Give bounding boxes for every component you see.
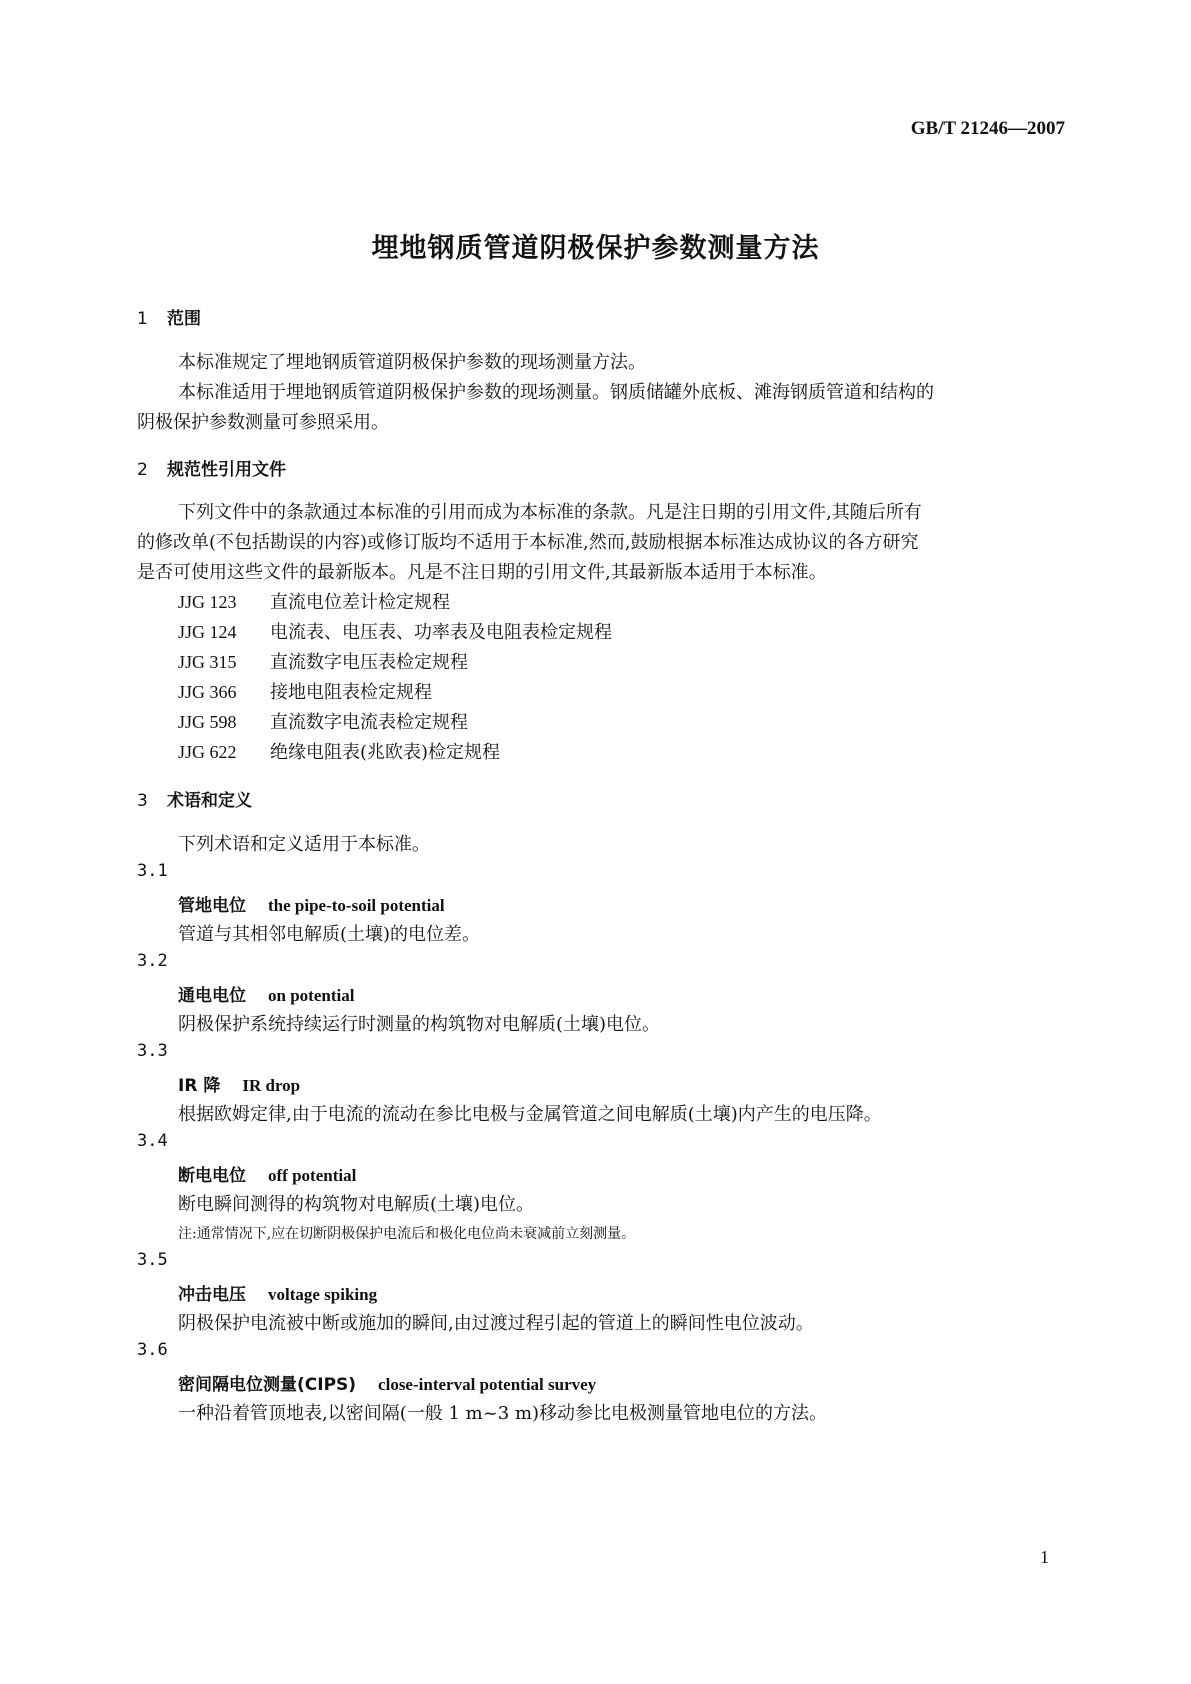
paragraph: 本标准适用于埋地钢质管道阴极保护参数的现场测量。钢质储罐外底板、滩海钢质管道和结构的 — [178, 382, 934, 403]
reference-item — [178, 708, 468, 734]
term-zh: 通电电位 — [178, 986, 246, 1006]
term-en: off potential — [268, 1166, 357, 1185]
reference-code: JJG 366 — [178, 682, 237, 702]
term-zh: 冲击电压 — [178, 1285, 246, 1305]
term-definition: 阴极保护系统持续运行时测量的构筑物对电解质(土壤)电位。 — [178, 1014, 661, 1035]
document-title: 埋地钢质管道阴极保护参数测量方法 — [371, 233, 820, 264]
term-note: 注:通常情况下,应在切断阴极保护电流后和极化电位尚未衰减前立刻测量。 — [178, 1226, 636, 1242]
paragraph: 本标准规定了埋地钢质管道阴极保护参数的现场测量方法。 — [178, 352, 646, 373]
term-en: the pipe-to-soil potential — [268, 896, 445, 915]
section-3-heading — [137, 786, 252, 811]
reference-code: JJG 315 — [178, 652, 237, 672]
clause-number: 3.4 — [137, 1131, 168, 1151]
term-en: voltage spiking — [268, 1285, 378, 1304]
term-heading — [178, 1161, 356, 1186]
section-title: 规范性引用文件 — [167, 460, 286, 480]
paragraph-continuation: 的修改单(不包括勘误的内容)或修订版均不适用于本标准,然而,鼓励根据本标准达成协议的各方研究 — [137, 532, 919, 553]
section-title: 术语和定义 — [167, 791, 252, 811]
term-en: close-interval potential survey — [378, 1375, 597, 1394]
term-heading — [178, 891, 445, 916]
reference-item — [178, 618, 612, 644]
term-definition: 断电瞬间测得的构筑物对电解质(土壤)电位。 — [178, 1194, 535, 1215]
reference-code: JJG 123 — [178, 592, 237, 612]
paragraph: 下列术语和定义适用于本标准。 — [178, 834, 430, 855]
reference-item — [178, 678, 432, 704]
term-zh: 密间隔电位测量(CIPS) — [178, 1375, 357, 1395]
section-2-heading — [137, 455, 286, 480]
section-1-heading — [137, 304, 201, 329]
reference-title: 直流电位差计检定规程 — [270, 592, 450, 613]
term-heading — [178, 1370, 596, 1395]
reference-title: 直流数字电压表检定规程 — [270, 652, 468, 673]
reference-item — [178, 648, 468, 674]
term-definition: 根据欧姆定律,由于电流的流动在参比电极与金属管道之间电解质(土壤)内产生的电压降。 — [178, 1104, 882, 1125]
term-zh: 管地电位 — [178, 896, 246, 916]
clause-number: 3.1 — [137, 861, 168, 881]
term-zh: IR 降 — [178, 1076, 221, 1096]
clause-number: 3.6 — [137, 1340, 168, 1360]
clause-number: 3.5 — [137, 1250, 168, 1270]
term-en: on potential — [268, 986, 355, 1005]
paragraph: 下列文件中的条款通过本标准的引用而成为本标准的条款。凡是注日期的引用文件,其随后所有 — [178, 502, 922, 523]
section-number: 3 — [137, 791, 148, 811]
page-number: 1 — [1040, 1547, 1049, 1567]
standard-code: GB/T 21246—2007 — [910, 118, 1065, 139]
section-number: 1 — [137, 309, 148, 329]
reference-code: JJG 622 — [178, 742, 237, 762]
reference-title: 绝缘电阻表(兆欧表)检定规程 — [270, 742, 501, 763]
section-title: 范围 — [167, 309, 201, 329]
clause-number: 3.2 — [137, 951, 168, 971]
paragraph-continuation: 是否可使用这些文件的最新版本。凡是不注日期的引用文件,其最新版本适用于本标准。 — [137, 562, 827, 583]
term-heading — [178, 981, 354, 1006]
reference-title: 接地电阻表检定规程 — [270, 682, 432, 703]
term-definition: 一种沿着管顶地表,以密间隔(一般 1 m~3 m)移动参比电极测量管地电位的方法。 — [178, 1403, 828, 1424]
reference-code: JJG 598 — [178, 712, 237, 732]
reference-item — [178, 738, 500, 764]
clause-number: 3.3 — [137, 1041, 168, 1061]
term-en: IR drop — [242, 1076, 301, 1095]
reference-item — [178, 588, 450, 614]
section-number: 2 — [137, 460, 148, 480]
term-zh: 断电电位 — [178, 1166, 246, 1186]
paragraph-continuation: 阴极保护参数测量可参照采用。 — [137, 412, 389, 433]
reference-code: JJG 124 — [178, 622, 237, 642]
reference-title: 电流表、电压表、功率表及电阻表检定规程 — [270, 622, 612, 643]
term-heading — [178, 1280, 377, 1305]
term-definition: 管道与其相邻电解质(土壤)的电位差。 — [178, 924, 481, 945]
reference-title: 直流数字电流表检定规程 — [270, 712, 468, 733]
term-heading — [178, 1071, 300, 1096]
term-definition: 阴极保护电流被中断或施加的瞬间,由过渡过程引起的管道上的瞬间性电位波动。 — [178, 1313, 814, 1334]
